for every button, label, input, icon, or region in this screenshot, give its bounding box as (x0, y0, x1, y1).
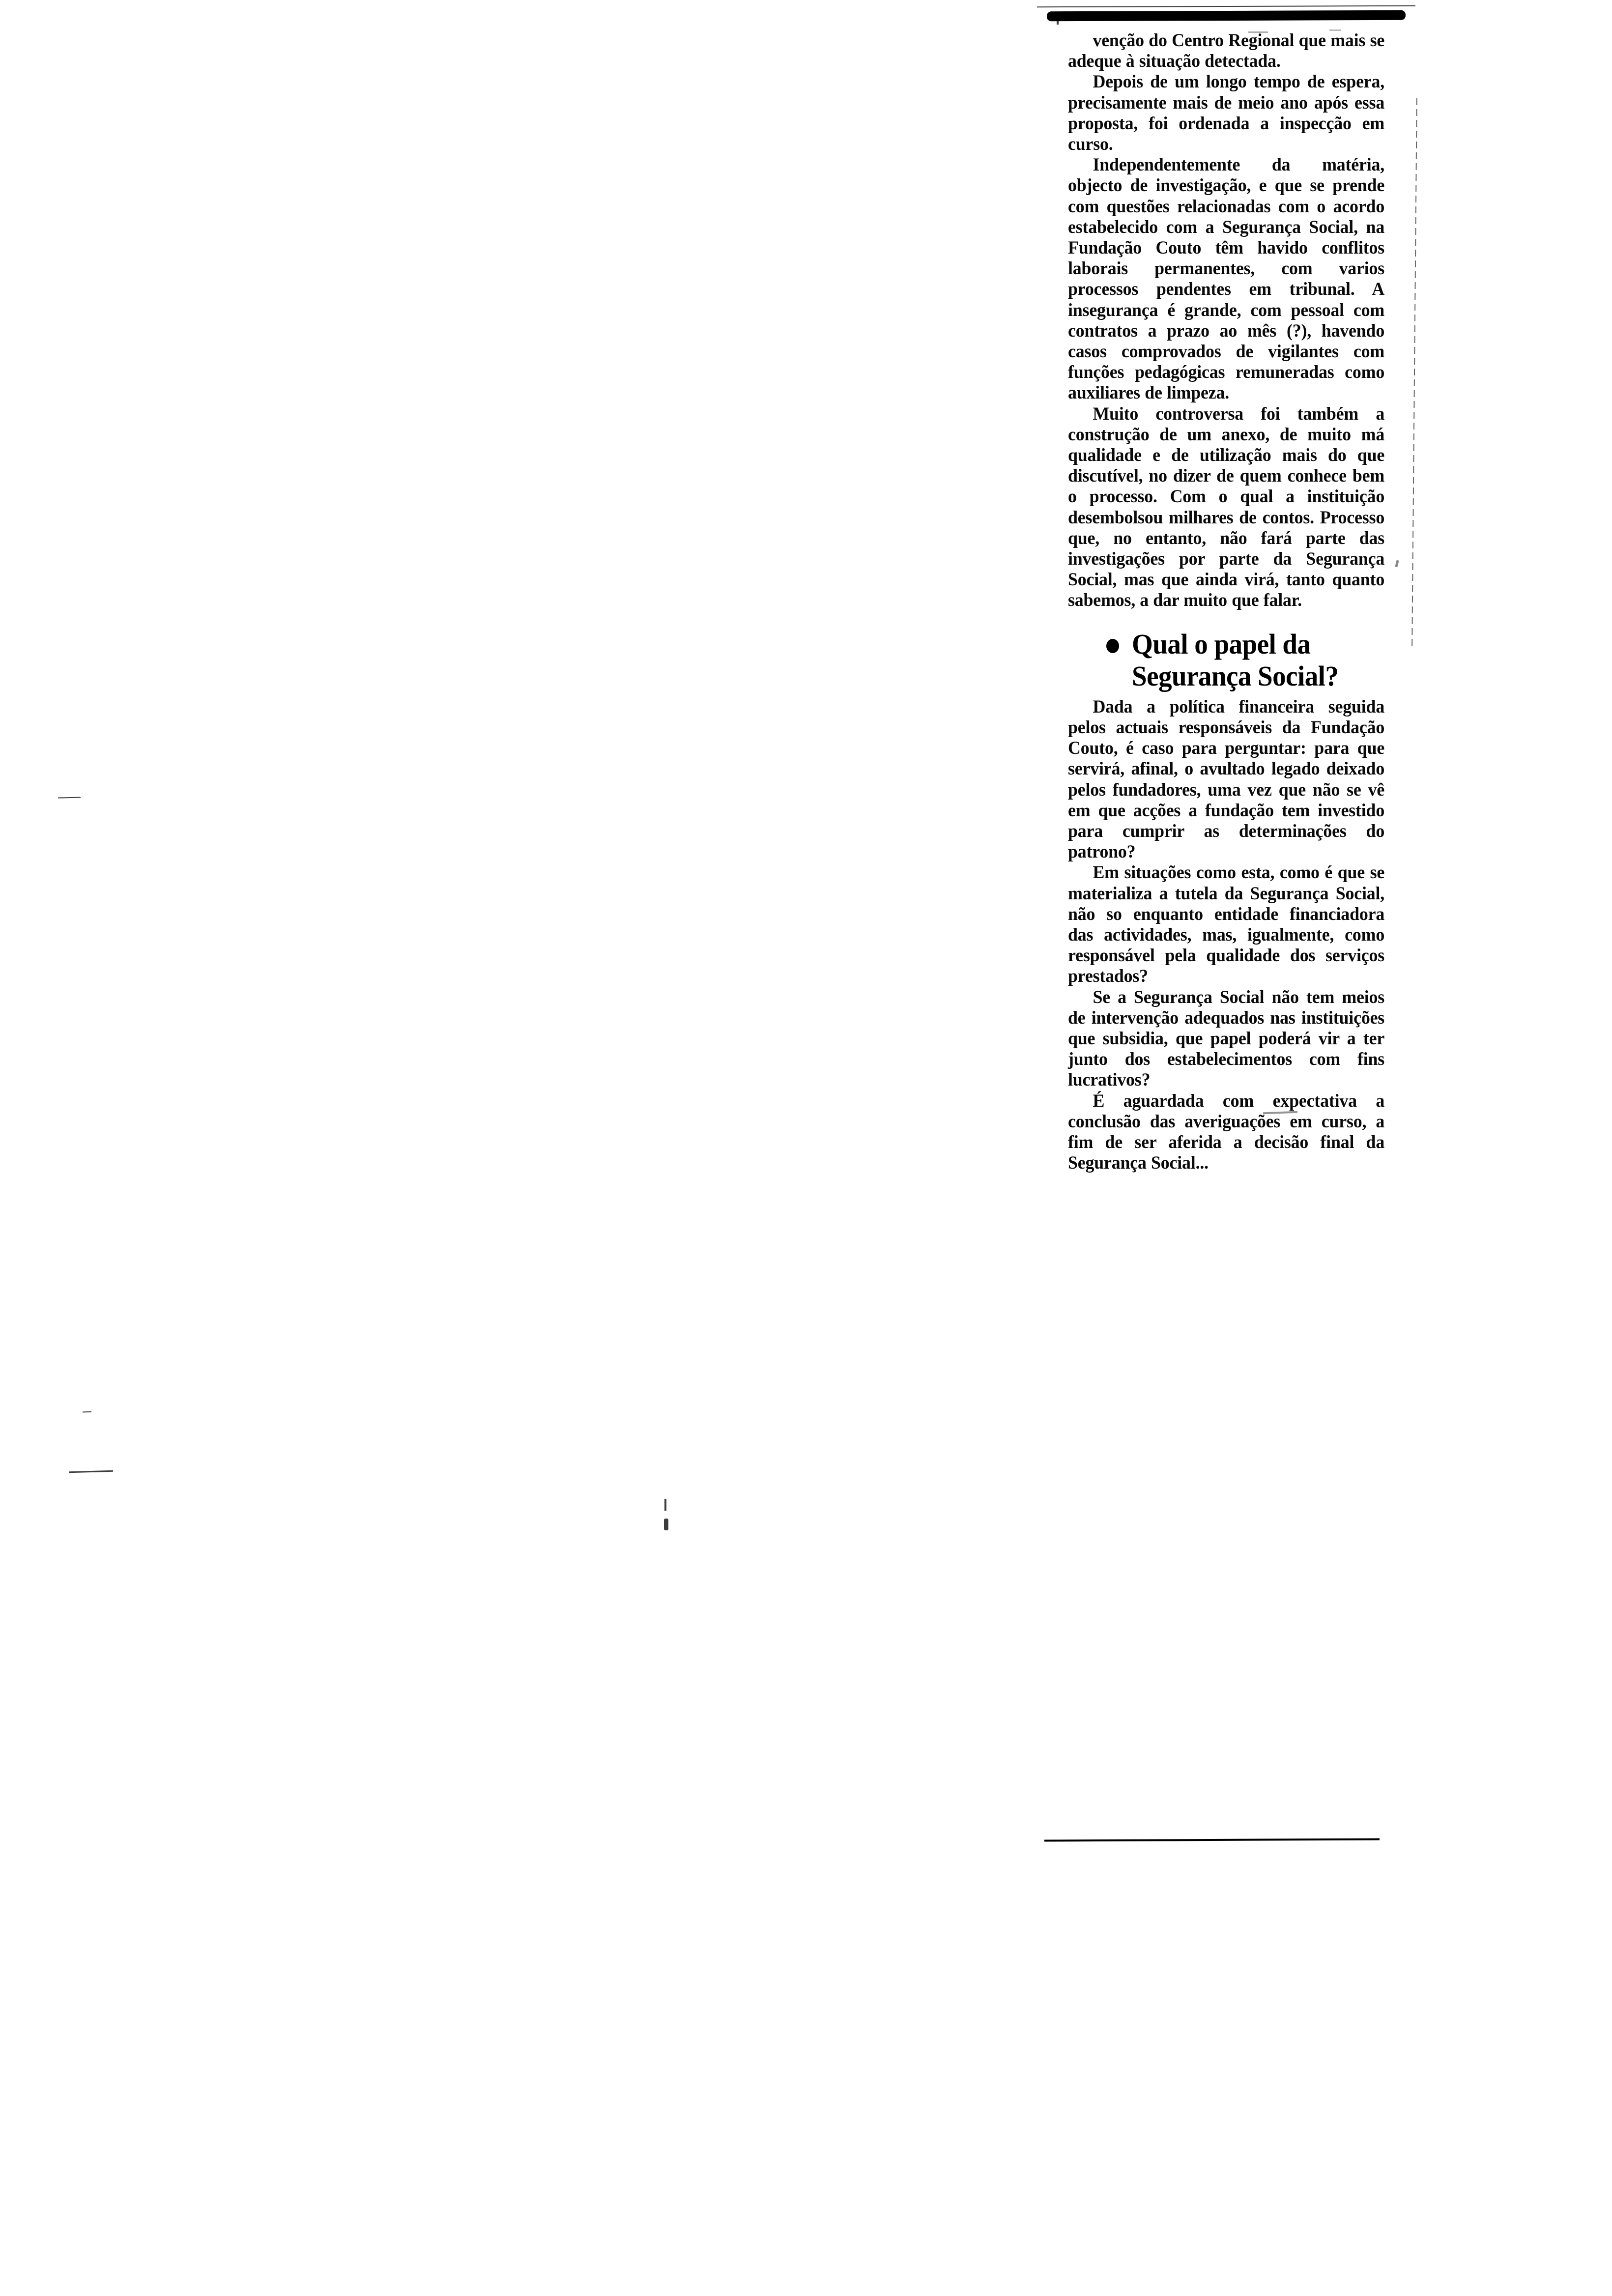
paragraph: Muito controversa foi também a construção de um anexo, de muito má qualidade e de utilização mais do que discutível, no dizer de quem conhece bem o processo. Com o qual a instituição desembolsou milhares de contos. Processo que, no entanto, não fará parte das investigações por parte da Segurança Social, mas que ainda virá, tanto quanto sabemos, a dar muito que falar. (1068, 403, 1385, 611)
scan-artifact-mark (58, 797, 81, 798)
subheading-text: Qual o papel da Segurança Social? (1132, 628, 1339, 692)
article-body (1068, 30, 1394, 1174)
scan-artifact-mark (664, 1499, 666, 1511)
column-divider-rule (1411, 98, 1417, 649)
scan-artifact-mark (664, 1519, 668, 1530)
paragraph: Em situações como esta, como é que se materializa a tutela da Segurança Social, não so enquanto entidade financiadora das actividades, mas, igualmente, como responsável pela qualidade dos serviços prestados? (1068, 862, 1385, 987)
scan-artifact-mark (83, 1411, 91, 1413)
scan-artifact-mark (1395, 560, 1399, 568)
closing-rule (1044, 1838, 1380, 1842)
paragraph: É aguardada com expectativa a conclusão das averiguações em curso, a fim de ser aferida a decisão final da Segurança Social... (1068, 1091, 1385, 1174)
paragraph: Independentemente da matéria, objecto de investigação, e que se prende com questões relacionadas com o acordo estabelecido com a Segurança Social, na Fundação Couto têm havido conflitos laborais permanentes, com varios processos pendentes em tribunal. A insegurança é grande, com pessoal com contratos a prazo ao mês (?), havendo casos comprovados de vigilantes com funções pedagógicas remuneradas como auxiliares de limpeza. (1068, 155, 1385, 403)
top-black-bar-rule (1047, 10, 1406, 22)
paragraph: venção do Centro Regional que mais se adeque à situação detectada. (1068, 30, 1385, 72)
paragraph: Dada a política financeira seguida pelos actuais responsáveis da Fundação Couto, é caso para perguntar: para que servirá, afinal, o avultado legado deixado pelos fundadores, uma vez que não se vê em que acções a fundação tem investido para cumprir as determinações do patrono? (1068, 696, 1385, 862)
paragraph: Se a Segurança Social não tem meios de intervenção adequados nas instituições que subsidia, que papel poderá vir a ter junto dos estabelecimentos com fins lucrativos? (1068, 987, 1385, 1091)
bullet-icon (1106, 639, 1119, 653)
paragraph: Depois de um longo tempo de espera, precisamente mais de meio ano após essa proposta, foi ordenada a inspecção em curso. (1068, 72, 1385, 155)
scan-artifact-mark (69, 1470, 113, 1473)
top-hairline-rule (1037, 5, 1415, 7)
section-subheading (1068, 628, 1394, 692)
